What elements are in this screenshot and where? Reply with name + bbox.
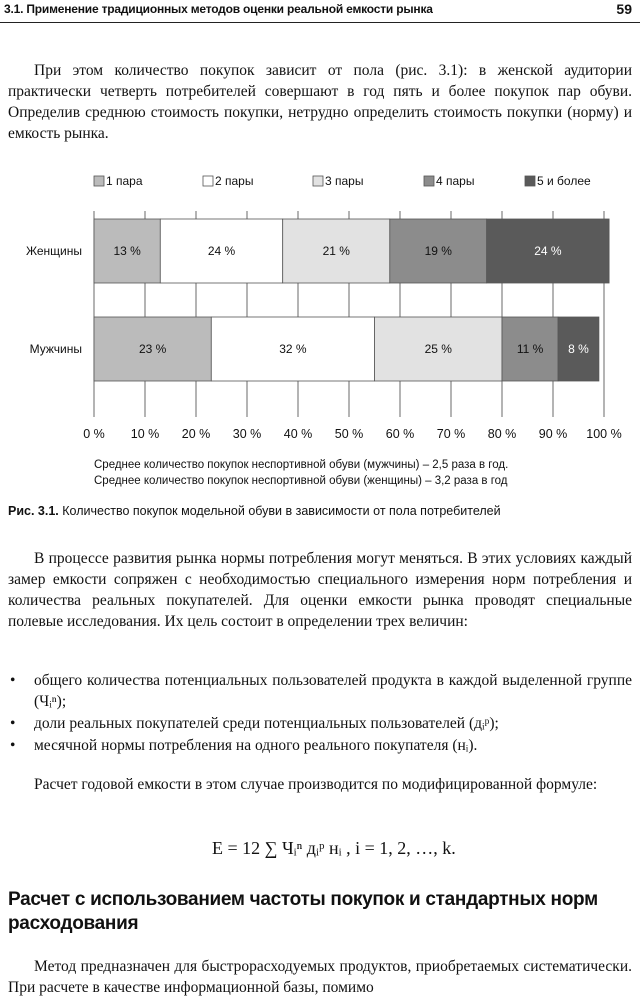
paragraph-method: Метод предназначен для быстрорасходуемых продуктов, приобретаемых систематически. При расчете в качестве информационной базы, помимо <box>8 958 632 996</box>
x-tick-label: 60 % <box>385 427 415 441</box>
figure-caption <box>8 504 501 518</box>
bar-data-label: 32 % <box>279 342 307 356</box>
chart-note: Среднее количество покупок неспортивной обуви (женщины) – 3,2 раза в год <box>94 475 508 487</box>
legend-label: 2 пары <box>215 174 254 188</box>
category-label: Мужчины <box>29 342 82 356</box>
paragraph-measurement: В процессе развития рынка нормы потребления могут меняться. В этих условиях каждый замер емкости сопряжен с необходимостью специального измерения норм потребления и количества реальных покупателей. Для оценки емкости рынка проводят специальные полевые исследования. Их цель состоит в определении трех величин: <box>8 550 632 630</box>
list-item: • доли реальных покупателей среди потенциальных пользователей (дᵢᵖ); <box>8 713 632 734</box>
list-item: • общего количества потенциальных пользователей продукта в каждой выделенной группе (Чᵢⁿ); <box>8 670 632 712</box>
legend-label: 3 пары <box>325 174 364 188</box>
x-tick-label: 100 % <box>586 427 622 441</box>
capacity-formula: Е = 12 ∑ Чᵢⁿ дᵢᵖ нᵢ , i = 1, 2, …, k. <box>212 838 456 858</box>
legend-swatch <box>203 176 213 186</box>
purchases-by-gender-chart <box>0 165 640 500</box>
intro-paragraph: При этом количество покупок зависит от пола (рис. 3.1): в женской аудитории практически четверть потребителей совершают в год пять и более покупок пар обуви. Определив среднюю стоимость покупки, нетрудно определить стоимость покупки (норму) и емкость рынка. <box>8 62 632 142</box>
bar-data-label: 8 % <box>568 342 589 356</box>
bar-data-label: 13 % <box>113 244 141 258</box>
bar-data-label: 19 % <box>424 244 452 258</box>
x-tick-label: 20 % <box>181 427 211 441</box>
bar-data-label: 11 % <box>516 342 544 356</box>
legend-swatch <box>94 176 104 186</box>
chart-notes <box>94 459 508 487</box>
x-tick-label: 70 % <box>436 427 466 441</box>
chart-legend <box>94 174 591 188</box>
legend-swatch <box>313 176 323 186</box>
bar-data-label: 24 % <box>534 244 562 258</box>
x-tick-label: 40 % <box>283 427 313 441</box>
x-tick-label: 0 % <box>83 427 105 441</box>
legend-label: 1 пара <box>106 174 143 188</box>
chart-bars <box>94 219 609 381</box>
bar-data-label: 24 % <box>207 244 236 258</box>
legend-swatch <box>525 176 535 186</box>
page-number: 59 <box>616 1 632 17</box>
chart-x-ticks <box>83 427 622 441</box>
legend-swatch <box>424 176 434 186</box>
figure-caption-label: Рис. 3.1. <box>8 504 59 518</box>
x-tick-label: 10 % <box>130 427 160 441</box>
bar-data-label: 23 % <box>138 342 167 356</box>
section-heading: Расчет с использованием частоты покупок и стандартных норм расходования <box>8 889 598 934</box>
running-header-title: 3.1. Применение традиционных методов оценки реальной емкости рынка <box>4 2 433 16</box>
legend-label: 4 пары <box>436 174 475 188</box>
x-tick-label: 80 % <box>487 427 517 441</box>
bar-data-label: 25 % <box>424 342 452 356</box>
chart-category-labels <box>26 244 82 356</box>
bar-data-label: 21 % <box>322 244 350 258</box>
category-label: Женщины <box>25 244 82 258</box>
legend-label: 5 и более <box>537 174 591 188</box>
x-tick-label: 90 % <box>538 427 568 441</box>
x-tick-label: 50 % <box>334 427 364 441</box>
chart-note: Среднее количество покупок неспортивной обуви (мужчины) – 2,5 раза в год. <box>94 459 509 471</box>
figure-caption-text: Количество покупок модельной обуви в зависимости от пола потребителей <box>62 504 501 518</box>
paragraph-formula-intro: Расчет годовой емкости в этом случае производится по модифицированной формуле: <box>34 776 598 793</box>
bullet-list <box>8 670 632 757</box>
running-header <box>0 0 640 23</box>
list-item: • месячной нормы потребления на одного реального покупателя (нᵢ). <box>8 735 632 756</box>
x-tick-label: 30 % <box>232 427 262 441</box>
